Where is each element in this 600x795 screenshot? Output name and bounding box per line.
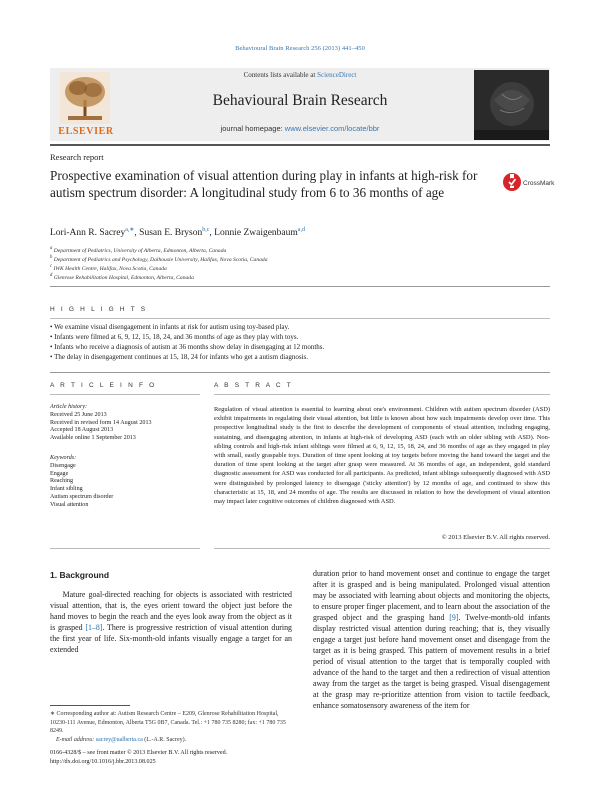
journal-title: Behavioural Brain Research (212, 92, 388, 109)
publisher-wordmark: ELSEVIER (58, 126, 114, 137)
corresponding-author-note: ∗ Corresponding author at: Autism Research Centre – E209, Glenrose Rehabilitation Hospital, 10230-111 Avenue, Edmonton, Alberta T5G 0B7, Canada. Tel.: +1 780 735 8280; fax: +1 780 735 8249. (50, 711, 286, 734)
affiliation-sup: d (50, 273, 53, 278)
elsevier-tree-logo (50, 70, 120, 132)
body-column-right (313, 568, 550, 711)
divider (50, 548, 200, 549)
affiliation-text: Department of Pediatrics and Psychology, Dalhousie University, Halifax, Nova Scotia, Canada (53, 256, 268, 263)
highlight-item: • The delay in disengagement continues at 15, 18, 24 for infants who get a autism diagnosis. (50, 353, 308, 361)
history-item: Accepted 18 August 2013 (50, 427, 114, 434)
affiliation (50, 264, 167, 272)
abstract-heading: A B S T R A C T (214, 382, 293, 389)
divider (214, 548, 550, 549)
highlight-text: Infants who receive a diagnosis of autism at 36 months show delay in disengaging at 12 months. (54, 343, 325, 351)
article-info-heading: A R T I C L E I N F O (50, 382, 157, 389)
keyword: Visual attention (50, 501, 89, 508)
keywords-label: Keywords: (50, 455, 77, 461)
email-note (50, 736, 292, 745)
citation-link[interactable]: [1–8] (85, 623, 103, 632)
highlight-item: • Infants who receive a diagnosis of autism at 36 months show delay in disengaging at 12 months. (50, 343, 325, 351)
highlight-text: Infants were filmed at 6, 9, 12, 15, 18, 24, and 36 months of age as they play with toys. (54, 333, 299, 341)
affiliation-text: Glenrose Rehabilitation Hospital, Edmonton, Alberta, Canada (53, 274, 194, 281)
body-text: . Twelve-month-old infants display restricted visual attention during reaching; that is, they visually engage a target just before hand movement onset and disengage from the target as it is being grasped. This pattern of movement results in a brief period of visual attention to the target that is temporally coupled with advance of the hand to the target and then a redirection of visual attention away from the target as the target is being grasped. Visual disengagement at the grasp may re-prioritize attention from vision to tactile feedback, enhance somatosensory awareness of the item for (313, 613, 550, 710)
author-sup[interactable]: a,d (297, 227, 305, 233)
keyword: Autism spectrum disorder (50, 493, 114, 500)
journal-homepage (140, 124, 460, 133)
crossmark-label: CrossMark (523, 180, 555, 187)
keywords (50, 455, 113, 510)
email-suffix: (L.-A.R. Sacrey). (142, 737, 187, 743)
divider (50, 286, 550, 287)
email-link[interactable]: sacrey@ualberta.ca (95, 737, 143, 743)
keyword: Reaching (50, 478, 74, 485)
email-label: E-mail address: (56, 737, 96, 743)
affiliation-sup: a (50, 246, 53, 251)
header-rule (50, 144, 550, 146)
affiliation (50, 255, 268, 263)
affiliation-sup: c (50, 264, 53, 269)
history-label: Article history: (50, 404, 88, 410)
issn-line: 0166-4328/$ – see front matter © 2013 Elsevier B.V. All rights reserved. (50, 750, 228, 756)
article-history (50, 404, 152, 443)
body-text: duration prior to hand movement onset and continue to engage the target after it is grasped and is being manipulated. Prolonged visual attention may be associated with learning about objects and monitoring the objects, to ensure proper finger placement, and to learn about the association of the grasped object and the grasping hand (313, 569, 550, 622)
highlights-heading: H I G H L I G H T S (50, 306, 148, 313)
article-title: Prospective examination of visual attention during play in infants at high-risk for autism spectrum disorder: A longitudinal study from 6 to 36 months of age (50, 168, 478, 200)
section-heading: 1. Background (50, 570, 110, 580)
affiliation (50, 273, 194, 281)
divider (214, 394, 550, 395)
journal-cover-image (474, 70, 549, 140)
author-sup[interactable]: b,c (202, 227, 210, 233)
abstract-text: Regulation of visual attention is essential to learning about one's environment. Children with autism spectrum disorder (ASD) exhibit impairments in regulating their visual attention, but little is known about how such impairments develop over time. This prospective longitudinal study is the first to describe the development of components of visual attention, including engaging, sustaining, and disengaging attention, in infants at high-risk of developing ASD (each with an older sibling with ASD). Non-sibling controls and high-risk infant siblings were filmed at 6, 9, 12, 15, 18, 24, and 36 months of age as they engaged in play with small, easily graspable toys. Duration of time spent looking at toy targets before moving the hand toward the target and the duration of time spent looking at the target after grasp were measured. At 36 months of age, an independent, gold standard diagnostic assessment for ASD was conducted for all participants. As predicted, infant siblings subsequently diagnosed with ASD were distinguished by prolonged latency to disengage ('sticky attention') by 12 months of age, and continued to show this characteristic at 15, 18, and 24 months of age. The results are discussed in relation to how the development of visual attention may impact later cognitive outcomes of children diagnosed with ASD. (214, 406, 550, 506)
highlight-item: • We examine visual disengagement in infants at risk for autism using toy-based play. (50, 323, 290, 331)
journal-citation[interactable]: Behavioural Brain Research 256 (2013) 441–450 (235, 45, 365, 52)
author-list: Lori-Ann R. Sacrey$^{a,∗}$, Susan E. Bryson$^{b,c}$, Lonnie Zwaigenbaum$^{a,d}$ (50, 227, 305, 239)
divider (50, 394, 200, 395)
divider (50, 372, 550, 373)
article-type: Research report (50, 152, 104, 162)
author-name[interactable]: Lonnie Zwaigenbaum (214, 228, 298, 239)
citation-link[interactable]: [9] (449, 613, 459, 622)
affiliation-text: Department of Pediatrics, University of Alberta, Edmonton, Alberta, Canada (53, 247, 227, 254)
author-sup[interactable]: a,∗ (125, 227, 135, 233)
author-name[interactable]: Lori-Ann R. Sacrey (50, 228, 126, 239)
affiliation-text: IWK Health Centre, Halifax, Nova Scotia, Canada (53, 265, 167, 272)
divider (50, 318, 550, 319)
highlight-text: We examine visual disengagement in infants at risk for autism using toy-based play. (54, 323, 290, 331)
doi-link[interactable]: http://dx.doi.org/10.1016/j.bbr.2013.08.025 (50, 759, 156, 765)
body-column-left (50, 589, 292, 655)
copyright-notice: © 2013 Elsevier B.V. All rights reserved. (441, 534, 550, 541)
body-text: Mature goal-directed reaching for objects is associated with restricted visual attention, that is, the eyes orient toward the object just before the hand moves to begin the reach and the eyes look away from the object as it is grasped (50, 590, 293, 632)
history-item: Received in revised form 14 August 2013 (50, 419, 152, 426)
contents-prefix: Contents lists available at (243, 71, 318, 79)
crossmark-icon[interactable] (502, 170, 555, 196)
affiliation-sup: b (50, 255, 53, 260)
keyword: Disengage (50, 462, 76, 469)
keyword: Infant sibling (50, 486, 83, 493)
affiliation (50, 246, 226, 254)
highlight-text: The delay in disengagement continues at 15, 18, 24 for infants who get a autism diagnosis. (54, 353, 308, 361)
footnote-rule (50, 705, 130, 706)
highlight-item: • Infants were filmed at 6, 9, 12, 15, 18, 24, and 36 months of age as they play with toys. (50, 333, 299, 341)
history-item: Received 25 June 2013 (50, 411, 107, 418)
homepage-label: journal homepage: (220, 124, 285, 133)
sciencedirect-link[interactable]: ScienceDirect (317, 71, 357, 79)
author-name[interactable]: Susan E. Bryson (139, 228, 203, 239)
history-item: Available online 1 September 2013 (50, 435, 136, 442)
keyword: Engage (50, 470, 69, 477)
homepage-url[interactable]: www.elsevier.com/locate/bbr (284, 124, 380, 133)
body-text: . There is progressive restriction of visual attention during the first year of life. Six-month-old infants visually engage a target for an extended (50, 623, 292, 654)
